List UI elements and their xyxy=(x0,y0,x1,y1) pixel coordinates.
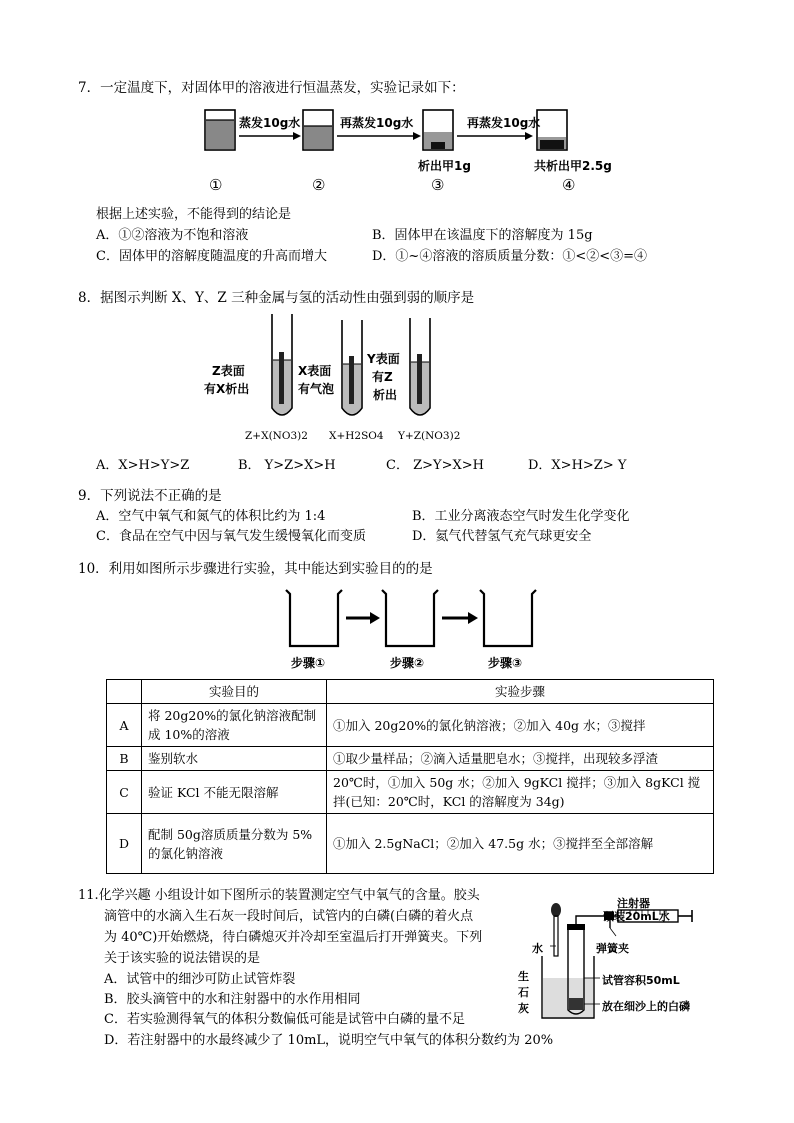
q11-water-label: 水 xyxy=(532,942,543,955)
step-1-beaker-icon xyxy=(286,590,342,646)
q7-label-2: ② xyxy=(312,176,326,194)
beaker-4-icon xyxy=(537,110,567,150)
q11-phosphorus-label: 放在细沙上的白磷 xyxy=(602,1000,690,1013)
q11-stem-line1: 11.化学兴趣 小组设计如下图所示的装置测定空气中氧气的含量。胶头 xyxy=(78,888,480,903)
q11-option-b[interactable]: B．胶头滴管中的水和注射器中的水作用相同 xyxy=(104,992,361,1007)
table-header-cell: 实验步骤 xyxy=(327,680,714,704)
q9-option-b[interactable]: B．工业分离液态空气时发生化学变化 xyxy=(412,509,630,524)
table-cell: 配制 50g溶质质量分数为 5%的氯化钠溶液 xyxy=(142,814,327,874)
dropper-icon xyxy=(551,903,561,956)
q7-arrow2-label: 再蒸发10g水 xyxy=(340,116,414,130)
table-cell: D xyxy=(107,814,142,874)
table-cell: 鉴别软水 xyxy=(142,747,327,771)
q11-stem-line4: 关于该实验的说法错误的是 xyxy=(104,951,261,966)
q8-tube2-formula: X+H2SO4 xyxy=(329,430,384,442)
q10-experiment-table xyxy=(106,679,714,874)
test-tube-2-icon xyxy=(342,320,362,415)
q7-arrow3-label: 再蒸发10g水 xyxy=(467,116,541,130)
q7-label-1: ① xyxy=(209,176,223,194)
q10-steps-diagram xyxy=(280,588,550,652)
q8-tube1-label-line2: 有X析出 xyxy=(204,382,250,396)
q11-tube-volume-label: 试管容积50mL xyxy=(602,974,680,987)
beaker-3-icon xyxy=(423,110,453,150)
q11-clamp-label: 弹簧夹 xyxy=(596,942,629,955)
table-row[interactable] xyxy=(107,704,714,747)
q10-step3-label: 步骤③ xyxy=(488,656,523,670)
q11-lime-label-3: 灰 xyxy=(518,1002,529,1015)
q8-option-c[interactable]: C． Z>Y>X>H xyxy=(386,458,484,473)
table-cell: A xyxy=(107,704,142,747)
q11-stem-line2: 滴管中的水滴入生石灰一段时间后，试管内的白磷(白磷的着火点 xyxy=(104,909,474,924)
step-2-beaker-icon xyxy=(382,590,438,646)
q8-tube1-formula: Z+X(NO3)2 xyxy=(245,430,308,442)
table-cell: ①加入 2.5gNaCl；②加入 47.5g 水；③搅拌至全部溶解 xyxy=(327,814,714,874)
table-row[interactable] xyxy=(107,747,714,771)
table-cell: ①加入 20g20%的氯化钠溶液；②加入 40g 水；③搅拌 xyxy=(327,704,714,747)
q9-option-a[interactable]: A．空气中氧气和氮气的体积比约为 1:4 xyxy=(96,509,326,524)
q7-option-d[interactable]: D．①~④溶液的溶质质量分数：①<②<③=④ xyxy=(372,249,647,264)
q10-step2-label: 步骤② xyxy=(390,656,425,670)
q7-stem: 7．一定温度下，对固体甲的溶液进行恒温蒸发，实验记录如下： xyxy=(78,80,465,96)
q8-option-b[interactable]: B． Y>Z>X>H xyxy=(238,458,336,473)
q9-stem: 9．下列说法不正确的是 xyxy=(78,488,222,504)
q11-lime-label-1: 生 xyxy=(518,970,529,983)
q8-tube2-label-line1: X表面 xyxy=(298,364,332,378)
test-tube-icon xyxy=(567,924,585,1014)
q7-prompt: 根据上述实验，不能得到的结论是 xyxy=(96,207,292,222)
q7-option-b[interactable]: B．固体甲在该温度下的溶解度为 15g xyxy=(372,228,593,243)
q9-option-c[interactable]: C．食品在空气中因与氧气发生缓慢氧化而变质 xyxy=(96,529,366,544)
q10-stem: 10．利用如图所示步骤进行实验，其中能达到实验目的的是 xyxy=(78,561,433,577)
q7-option-a[interactable]: A．①②溶液为不饱和溶液 xyxy=(96,228,249,243)
step-3-beaker-icon xyxy=(480,590,536,646)
table-header-cell xyxy=(107,680,142,704)
q7-label-4: ④ xyxy=(562,176,576,194)
q9-option-d[interactable]: D．氦气代替氢气充气球更安全 xyxy=(412,529,592,544)
q10-step1-label: 步骤① xyxy=(291,656,326,670)
q7-option-c[interactable]: C．固体甲的溶解度随温度的升高而增大 xyxy=(96,249,327,264)
q11-preload-label: 预装20mL水 xyxy=(603,910,670,923)
table-cell: 将 20g20%的氯化钠溶液配制成 10%的溶液 xyxy=(142,704,327,747)
table-header-row xyxy=(107,680,714,704)
q11-stem-line3: 为 40℃)开始燃烧，待白磷熄灭并冷却至室温后打开弹簧夹。下列 xyxy=(104,930,483,945)
q8-tube3-label-line2: 有Z xyxy=(372,370,393,384)
q11-option-a[interactable]: A．试管中的细沙可防止试管炸裂 xyxy=(104,972,296,987)
q8-tube2-label-line2: 有气泡 xyxy=(298,382,335,396)
q8-tube3-formula: Y+Z(NO3)2 xyxy=(398,430,461,442)
table-row[interactable] xyxy=(107,814,714,874)
q8-stem: 8．据图示判断 X、Y、Z 三种金属与氢的活动性由强到弱的顺序是 xyxy=(78,290,475,306)
test-tube-3-icon xyxy=(410,318,430,415)
table-header-cell: 实验目的 xyxy=(142,680,327,704)
q11-option-d[interactable]: D．若注射器中的水最终减少了 10mL，说明空气中氧气的体积分数约为 20% xyxy=(104,1033,554,1048)
q11-option-c[interactable]: C．若实验测得氧气的体积分数偏低可能是试管中白磷的量不足 xyxy=(104,1012,465,1027)
q8-option-d[interactable]: D．X>H>Z> Y xyxy=(528,458,627,473)
table-cell: 验证 KCl 不能无限溶解 xyxy=(142,771,327,814)
table-cell: C xyxy=(107,771,142,814)
test-tube-1-icon xyxy=(272,314,292,415)
q7-note3: 析出甲1g xyxy=(418,159,471,173)
q8-tube1-label-line1: Z表面 xyxy=(212,364,245,378)
q7-label-3: ③ xyxy=(431,176,445,194)
table-cell: ①取少量样品；②滴入适量肥皂水；③搅拌，出现较多浮渣 xyxy=(327,747,714,771)
table-row[interactable] xyxy=(107,771,714,814)
q8-tube3-label-line1: Y表面 xyxy=(367,352,400,366)
q8-test-tubes-diagram xyxy=(260,312,440,424)
beaker-1-icon xyxy=(205,110,235,150)
q11-syringe-label: 注射器 xyxy=(617,897,650,910)
table-cell: B xyxy=(107,747,142,771)
q7-arrow1-label: 蒸发10g水 xyxy=(239,116,301,130)
q8-tube3-label-line3: 析出 xyxy=(373,388,398,402)
q11-lime-label-2: 石 xyxy=(518,986,529,999)
beaker-2-icon xyxy=(303,110,333,150)
table-cell: 20℃时，①加入 50g 水；②加入 9gKCl 搅拌；③加入 8gKCl 搅拌(已知：20℃时，KCl 的溶解度为 34g) xyxy=(327,771,714,814)
q8-option-a[interactable]: A．X>H>Y>Z xyxy=(96,458,190,473)
q7-note4: 共析出甲2.5g xyxy=(534,159,612,173)
